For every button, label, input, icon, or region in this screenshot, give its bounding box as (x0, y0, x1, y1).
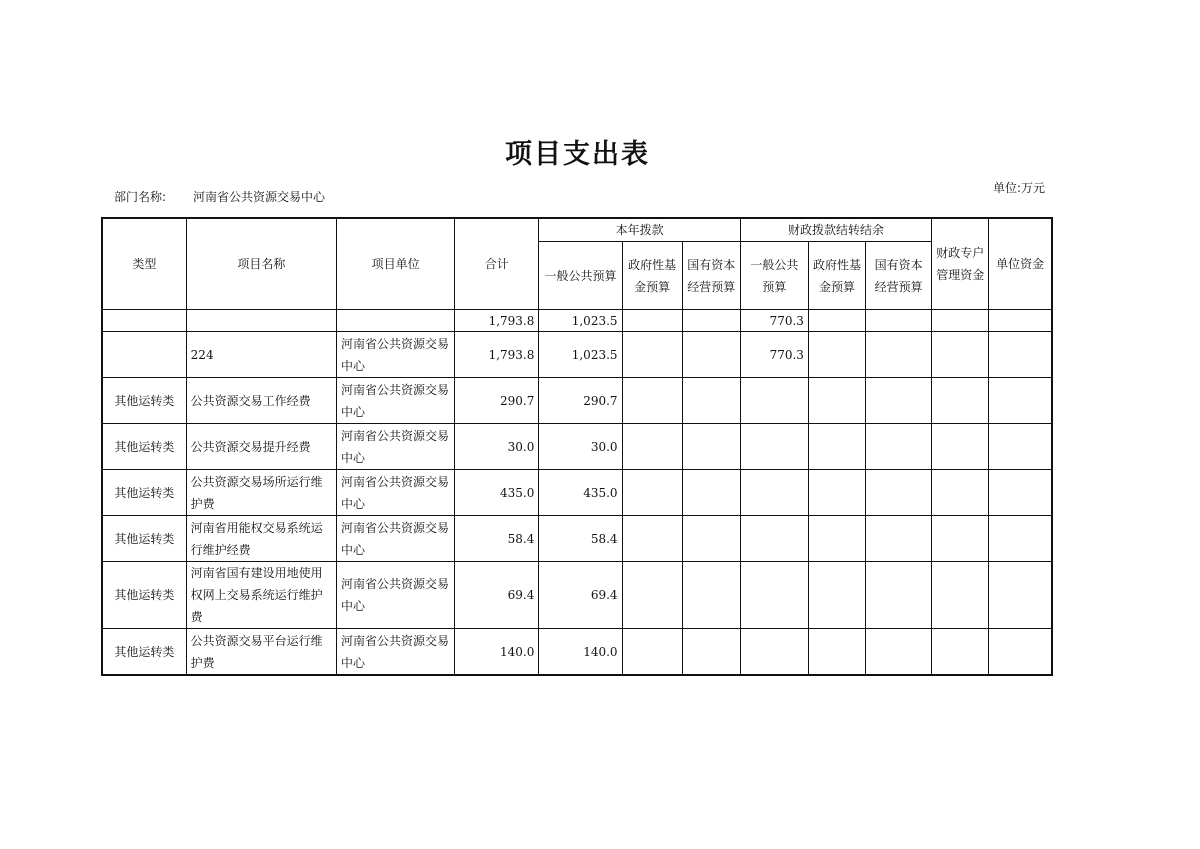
header-carryover-group: 财政拨款结转结余 (740, 218, 931, 242)
header-unit-funds: 单位资金 (989, 218, 1052, 310)
cell-carry-gov-fund (808, 332, 865, 378)
cell-carry-general (740, 470, 808, 516)
cell-carry-general (740, 378, 808, 424)
cell-unit-funds (989, 424, 1052, 470)
cell-total: 58.4 (455, 516, 539, 562)
cell-unit (336, 310, 454, 332)
header-carry-general-budget: 一般公共预算 (740, 242, 808, 310)
table-row (102, 562, 1052, 629)
cell-carry-gov-fund (808, 516, 865, 562)
cell-total: 435.0 (455, 470, 539, 516)
header-carry-state-capital-budget: 国有资本经营预算 (866, 242, 932, 310)
cell-unit: 河南省公共资源交易中心 (336, 332, 454, 378)
cell-gov-fund (622, 424, 682, 470)
cell-unit: 河南省公共资源交易中心 (336, 470, 454, 516)
cell-name: 公共资源交易平台运行维护费 (186, 629, 336, 676)
cell-general: 290.7 (539, 378, 622, 424)
unit-label: 单位:万元 (992, 181, 1045, 195)
cell-unit-funds (989, 470, 1052, 516)
cell-gov-fund (622, 378, 682, 424)
cell-carry-general (740, 424, 808, 470)
cell-general: 1,023.5 (539, 332, 622, 378)
table-row (102, 629, 1052, 676)
cell-unit-funds (989, 332, 1052, 378)
cell-name: 公共资源交易场所运行维护费 (186, 470, 336, 516)
cell-state-capital (682, 332, 740, 378)
cell-state-capital (682, 470, 740, 516)
cell-type: 其他运转类 (102, 629, 186, 676)
cell-carry-state-capital (866, 310, 932, 332)
header-project-name: 项目名称 (186, 218, 336, 310)
cell-gov-fund (622, 629, 682, 676)
cell-carry-state-capital (866, 562, 932, 629)
cell-general: 435.0 (539, 470, 622, 516)
cell-carry-general (740, 516, 808, 562)
cell-gov-fund (622, 470, 682, 516)
cell-special (932, 516, 989, 562)
cell-carry-state-capital (866, 516, 932, 562)
table-row (102, 378, 1052, 424)
cell-name (186, 310, 336, 332)
cell-carry-general: 770.3 (740, 310, 808, 332)
table-row (102, 470, 1052, 516)
cell-total: 69.4 (455, 562, 539, 629)
cell-carry-gov-fund (808, 424, 865, 470)
cell-type: 其他运转类 (102, 378, 186, 424)
header-state-capital-budget: 国有资本经营预算 (682, 242, 740, 310)
cell-carry-general (740, 562, 808, 629)
department-label: 部门名称: (114, 190, 167, 204)
cell-carry-general: 770.3 (740, 332, 808, 378)
cell-gov-fund (622, 516, 682, 562)
cell-type: 其他运转类 (102, 562, 186, 629)
header-type: 类型 (102, 218, 186, 310)
cell-state-capital (682, 310, 740, 332)
cell-total: 1,793.8 (455, 310, 539, 332)
cell-name: 河南省用能权交易系统运行维护经费 (186, 516, 336, 562)
cell-name: 公共资源交易提升经费 (186, 424, 336, 470)
cell-unit: 河南省公共资源交易中心 (336, 516, 454, 562)
cell-total: 1,793.8 (455, 332, 539, 378)
cell-carry-gov-fund (808, 470, 865, 516)
cell-carry-gov-fund (808, 310, 865, 332)
cell-type (102, 332, 186, 378)
cell-unit-funds (989, 310, 1052, 332)
cell-special (932, 470, 989, 516)
cell-carry-state-capital (866, 629, 932, 676)
department-name: 河南省公共资源交易中心 (193, 190, 326, 204)
cell-carry-state-capital (866, 424, 932, 470)
cell-gov-fund (622, 310, 682, 332)
header-project-unit: 项目单位 (336, 218, 454, 310)
cell-general: 140.0 (539, 629, 622, 676)
cell-total: 140.0 (455, 629, 539, 676)
table-row (102, 424, 1052, 470)
cell-unit: 河南省公共资源交易中心 (336, 378, 454, 424)
header-gov-fund-budget: 政府性基金预算 (622, 242, 682, 310)
cell-special (932, 562, 989, 629)
page-title: 项目支出表 (505, 139, 650, 170)
header-current-year-group: 本年拨款 (539, 218, 740, 242)
cell-type (102, 310, 186, 332)
cell-general: 30.0 (539, 424, 622, 470)
table-row (102, 516, 1052, 562)
header-total: 合计 (455, 218, 539, 310)
cell-unit: 河南省公共资源交易中心 (336, 629, 454, 676)
cell-type: 其他运转类 (102, 424, 186, 470)
cell-unit: 河南省公共资源交易中心 (336, 424, 454, 470)
cell-state-capital (682, 562, 740, 629)
header-general-budget: 一般公共预算 (539, 242, 622, 310)
project-expenditure-table (101, 217, 1053, 676)
cell-carry-gov-fund (808, 629, 865, 676)
cell-state-capital (682, 378, 740, 424)
cell-state-capital (682, 629, 740, 676)
cell-name: 河南省国有建设用地使用权网上交易系统运行维护费 (186, 562, 336, 629)
cell-unit-funds (989, 562, 1052, 629)
cell-unit: 河南省公共资源交易中心 (336, 562, 454, 629)
cell-gov-fund (622, 332, 682, 378)
cell-general: 1,023.5 (539, 310, 622, 332)
cell-special (932, 424, 989, 470)
cell-carry-general (740, 629, 808, 676)
cell-name: 224 (186, 332, 336, 378)
cell-general: 69.4 (539, 562, 622, 629)
cell-unit-funds (989, 378, 1052, 424)
cell-unit-funds (989, 516, 1052, 562)
cell-carry-state-capital (866, 378, 932, 424)
cell-carry-gov-fund (808, 378, 865, 424)
cell-total: 290.7 (455, 378, 539, 424)
table-row (102, 332, 1052, 378)
cell-special (932, 332, 989, 378)
cell-total: 30.0 (455, 424, 539, 470)
cell-gov-fund (622, 562, 682, 629)
cell-general: 58.4 (539, 516, 622, 562)
header-carry-gov-fund-budget: 政府性基金预算 (808, 242, 865, 310)
cell-state-capital (682, 424, 740, 470)
cell-special (932, 629, 989, 676)
cell-type: 其他运转类 (102, 516, 186, 562)
cell-state-capital (682, 516, 740, 562)
table-row (102, 310, 1052, 332)
cell-carry-state-capital (866, 470, 932, 516)
cell-name: 公共资源交易工作经费 (186, 378, 336, 424)
cell-type: 其他运转类 (102, 470, 186, 516)
cell-special (932, 310, 989, 332)
cell-carry-state-capital (866, 332, 932, 378)
cell-special (932, 378, 989, 424)
cell-unit-funds (989, 629, 1052, 676)
header-special-account: 财政专户管理资金 (932, 218, 989, 310)
cell-carry-gov-fund (808, 562, 865, 629)
